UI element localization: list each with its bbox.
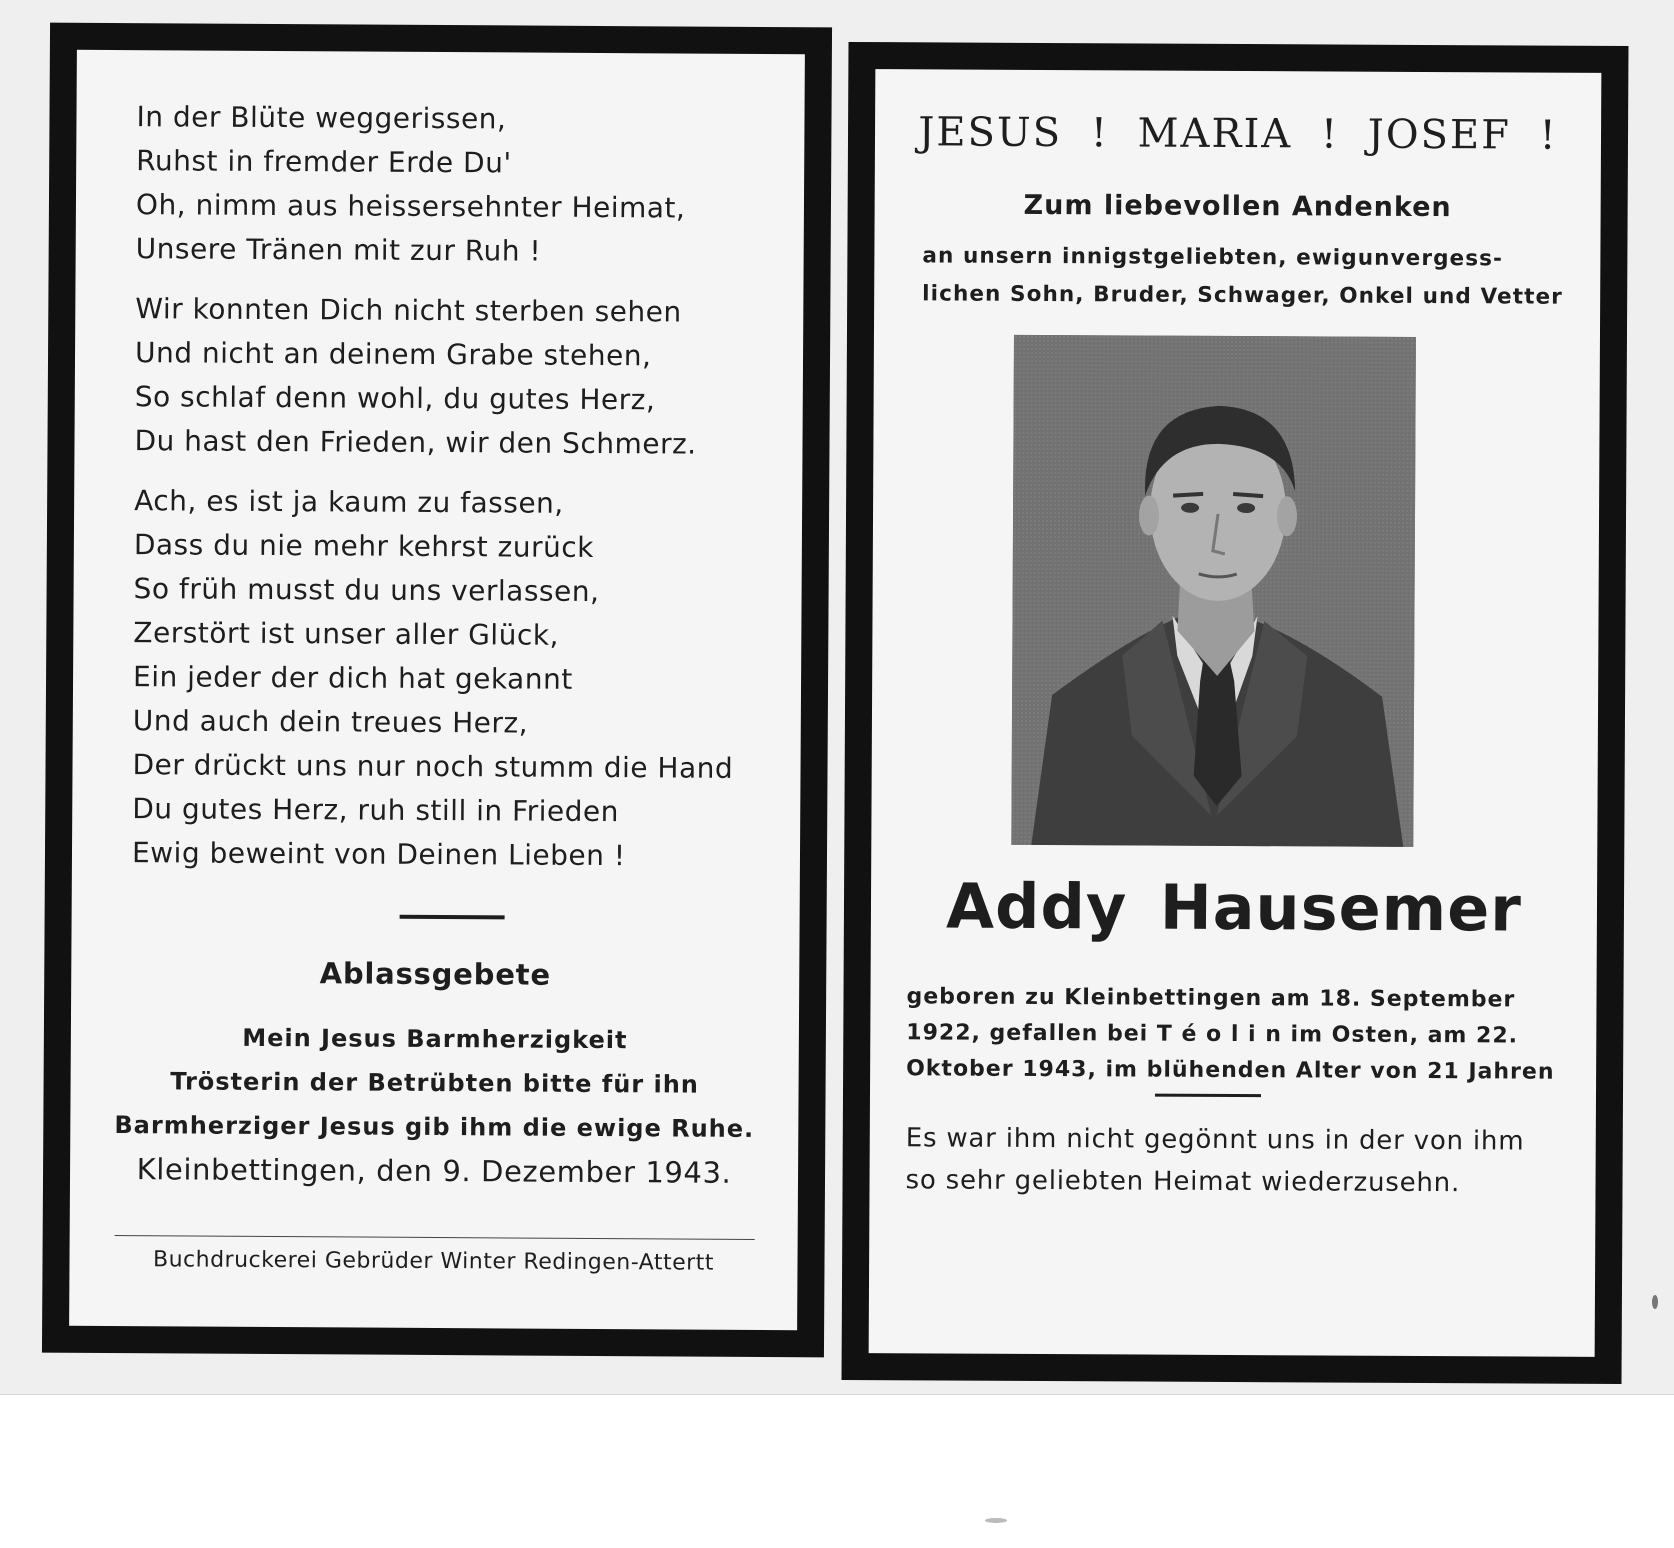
poem-line: Ein jeder der dich hat gekannt <box>132 660 573 696</box>
right-card-page <box>869 69 1602 1357</box>
poem-line: In der Blüte weggerissen, <box>136 100 507 136</box>
portrait-photo <box>1011 335 1416 847</box>
left-card-frame <box>42 23 832 1358</box>
poem-line: Und auch dein treues Herz, <box>132 704 529 740</box>
dedication-line: lichen Sohn, Bruder, Schwager, Onkel und Vetter <box>922 281 1563 310</box>
prayer-line: Trösterin der Betrübten bitte für ihn <box>170 1067 700 1099</box>
poem-line: So früh musst du uns verlassen, <box>133 572 600 608</box>
poem-line: Wir konnten Dich nicht sterben sehen <box>135 292 682 329</box>
paper-speck <box>1652 1295 1658 1309</box>
paper-speck <box>985 1518 1007 1523</box>
poem-line: Zerstört ist unser aller Glück, <box>133 616 560 652</box>
prayer-line: Mein Jesus Barmherzigkeit <box>242 1023 628 1055</box>
poem-stanza-2 <box>134 287 775 467</box>
deceased-name: Addy Hausemer <box>945 869 1523 946</box>
left-card-page <box>69 50 805 1330</box>
prayer-line: Barmherziger Jesus gib ihm die ewige Ruhe. <box>114 1111 755 1143</box>
prayers-heading: Ablassgebete <box>319 956 551 992</box>
poem-line: Ruhst in fremder Erde Du' <box>136 144 512 180</box>
closing-line: so sehr geliebten Heimat wiederzusehn. <box>905 1165 1461 1199</box>
memorial-poem <box>132 95 777 895</box>
closing-text <box>905 1117 1567 1204</box>
dedication-line: an unsern innigstgeliebten, ewigunvergess- <box>922 243 1504 272</box>
right-card-frame <box>842 42 1629 1384</box>
poem-stanza-1 <box>136 95 777 275</box>
memory-title: Zum liebevollen Andenken <box>1023 189 1452 224</box>
indulgence-prayers <box>70 1015 799 1151</box>
life-dates-line: geboren zu Kleinbettingen am 18. September <box>906 984 1516 1013</box>
life-dates-line: 1922, gefallen bei T é o l i n im Osten, am 22. <box>906 1020 1519 1049</box>
poem-stanza-3 <box>132 479 774 879</box>
poem-line: Du hast den Frieden, wir den Schmerz. <box>134 424 697 461</box>
dedication-text <box>922 237 1572 316</box>
poem-line: So schlaf denn wohl, du gutes Herz, <box>134 380 656 417</box>
life-dates-line: Oktober 1943, im blühenden Alter von 21 Jahren <box>906 1056 1555 1085</box>
poem-line: Dass du nie mehr kehrst zurück <box>133 528 594 564</box>
place-and-date: Kleinbettingen, den 9. Dezember 1943. <box>136 1152 732 1190</box>
poem-line: Der drückt uns nur noch stumm die Hand <box>132 748 734 785</box>
poem-line: Ewig beweint von Deinen Lieben ! <box>131 836 626 873</box>
poem-line: Und nicht an deinem Grabe stehen, <box>134 336 652 373</box>
section-divider <box>1155 1094 1261 1098</box>
poem-line: Ach, es ist ja kaum zu fassen, <box>134 484 564 520</box>
poem-line: Oh, nimm aus heissersehnter Heimat, <box>135 188 686 225</box>
closing-line: Es war ihm nicht gegönnt uns in der von ihm <box>905 1123 1525 1157</box>
invocation-heading: JESUS ! MARIA ! JOSEF ! <box>918 109 1558 159</box>
poem-line: Du gutes Herz, ruh still in Frieden <box>132 792 620 829</box>
portrait-illustration <box>1011 335 1416 847</box>
printer-rule <box>115 1235 755 1240</box>
poem-line: Unsere Tränen mit zur Ruh ! <box>135 232 542 268</box>
life-dates-text <box>906 979 1569 1090</box>
section-divider <box>400 915 505 920</box>
printer-imprint: Buchdruckerei Gebrüder Winter Redingen-Attertt <box>152 1247 715 1276</box>
